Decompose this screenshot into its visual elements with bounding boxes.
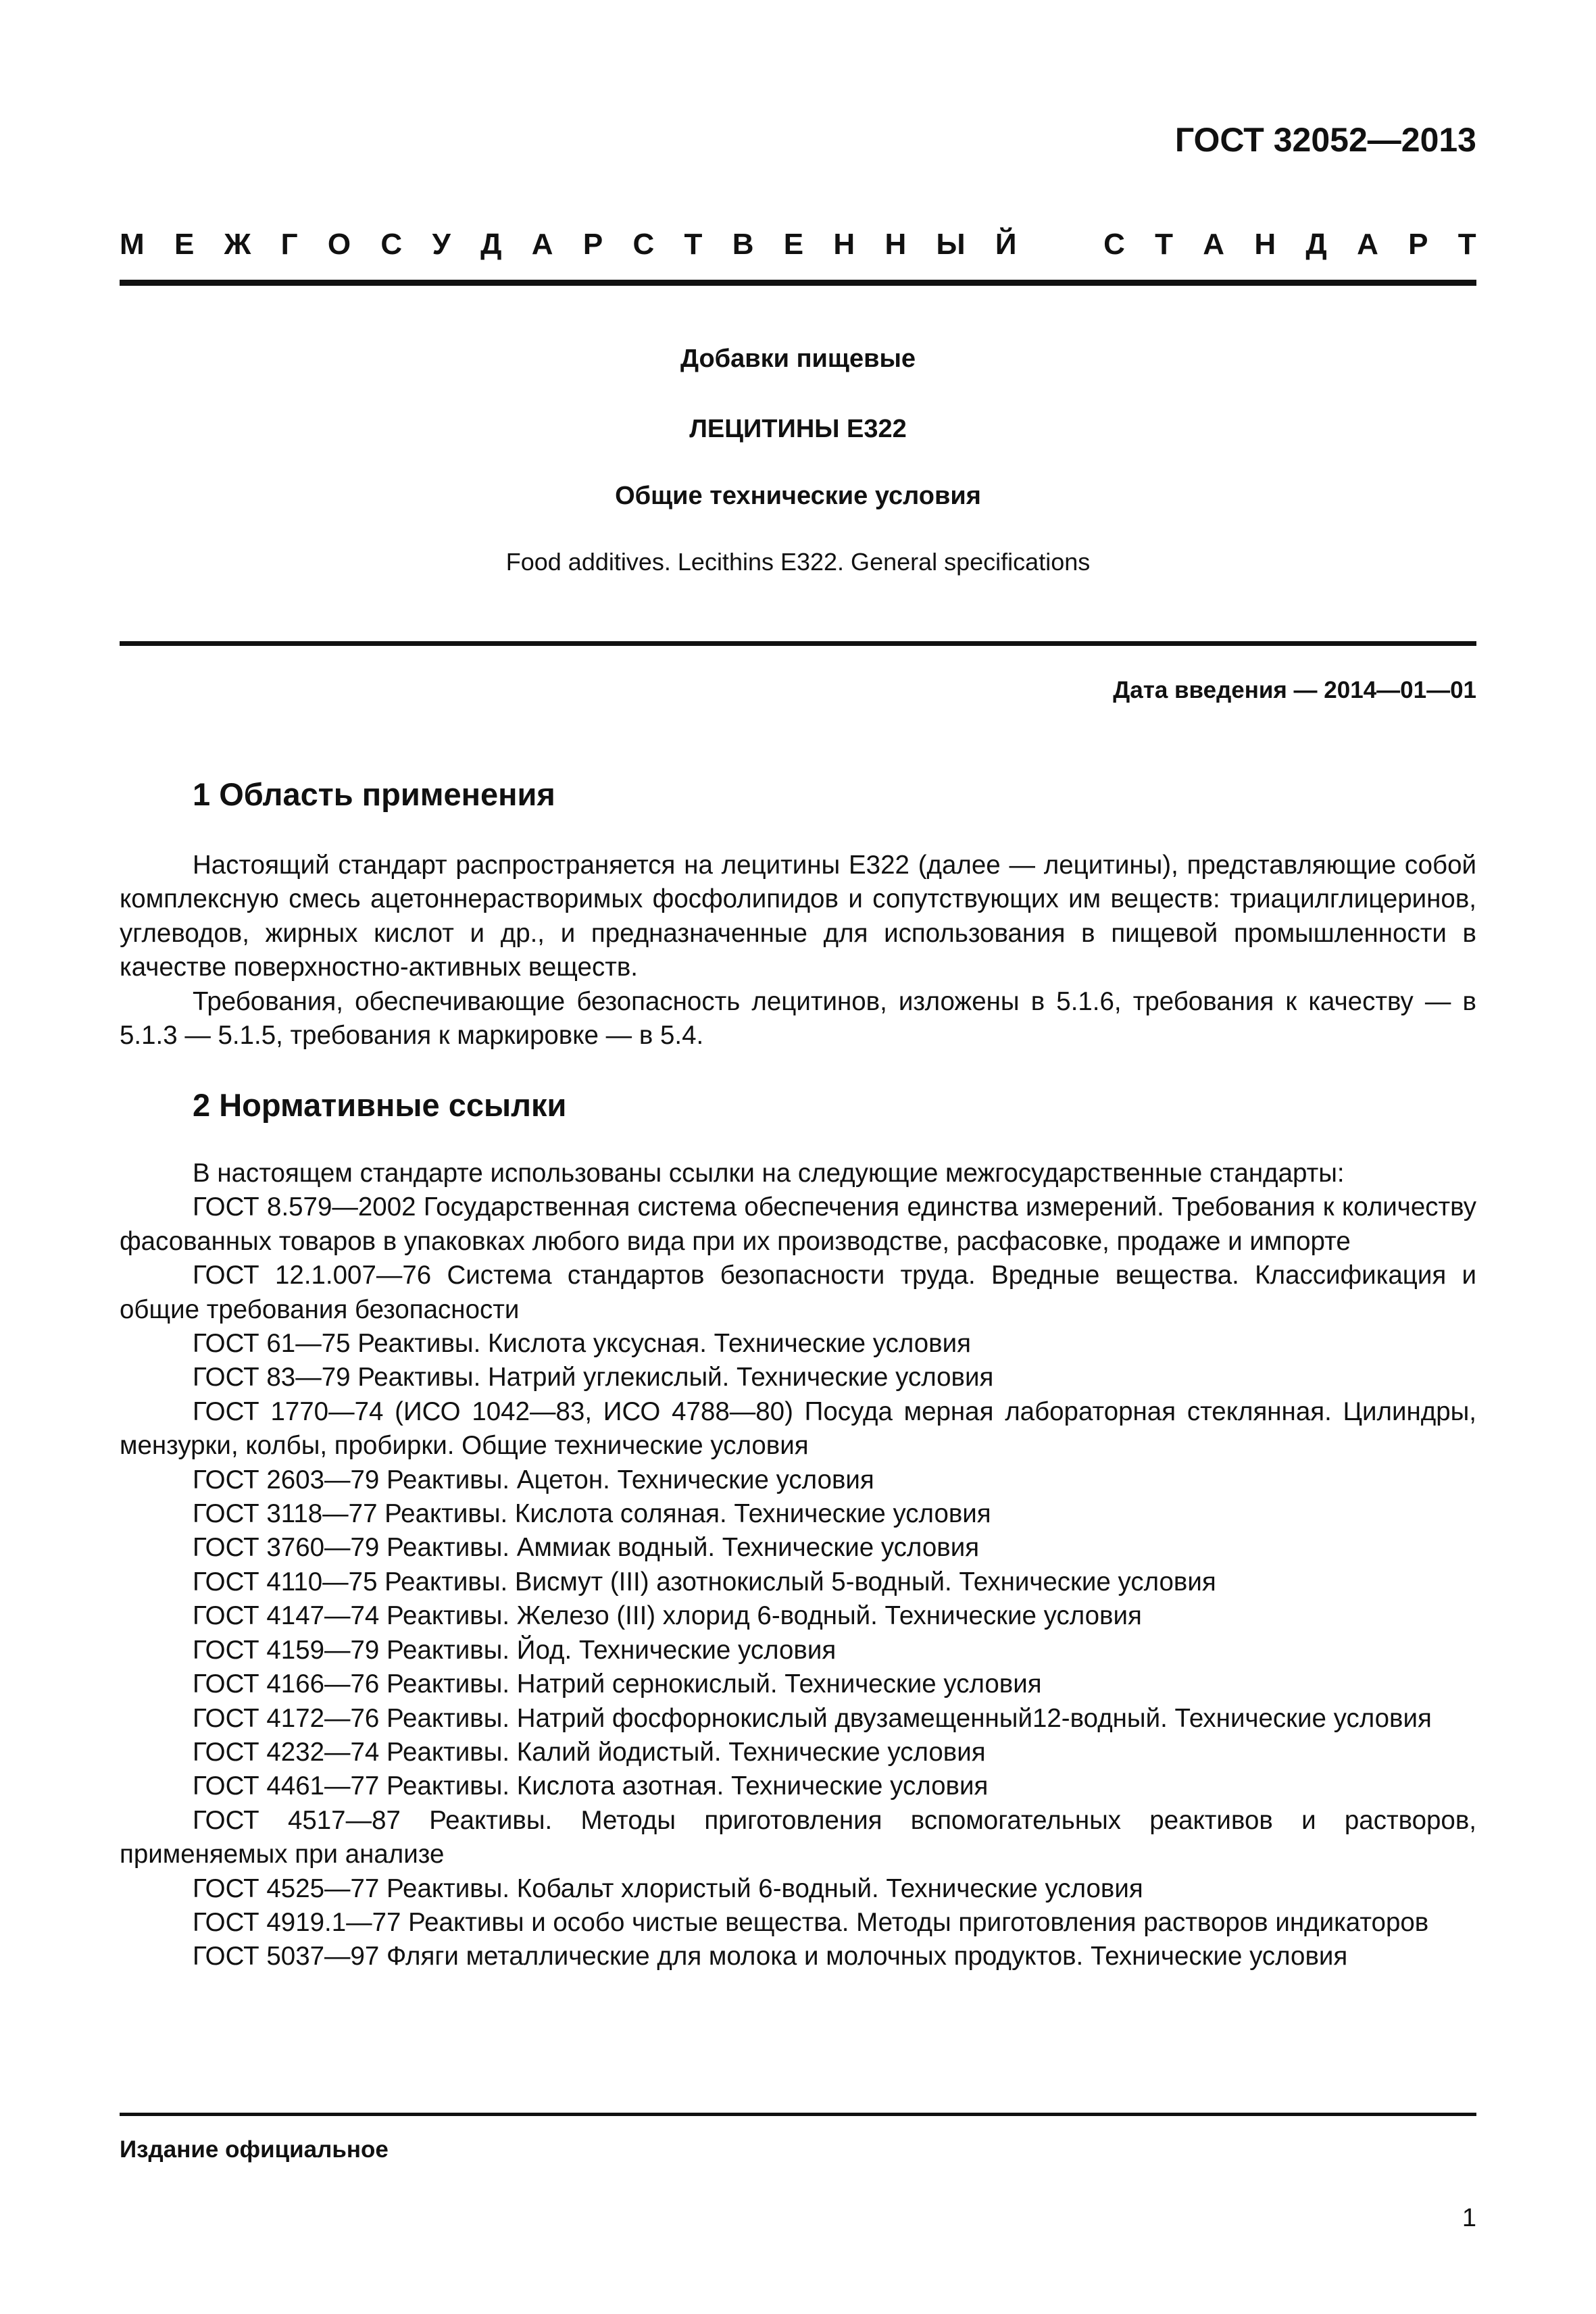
banner-letter: Д [1305,228,1327,261]
title-product: ЛЕЦИТИНЫ E322 [689,415,907,443]
banner-letter: М [120,228,145,261]
reference-item: ГОСТ 3760—79 Реактивы. Аммиак водный. Технические условия [193,1533,980,1563]
paragraph: Требования, обеспечивающие безопасность лецитинов, изложены в 5.1.6, требования к качеству — в 5.1.3 — 5.1.5, требования к маркировке — в 5.4. [120,986,1476,1051]
banner-letter: Ж [224,228,251,261]
banner-letter: О [327,228,351,261]
reference-item: ГОСТ 4525—77 Реактивы. Кобальт хлористый 6-водный. Технические условия [193,1873,1143,1903]
reference-item: ГОСТ 4517—87 Реактивы. Методы приготовления вспомогательных реактивов и растворов, применяемых при анализе [120,1805,1476,1869]
reference-item: ГОСТ 4172—76 Реактивы. Натрий фосфорнокислый двузамещенный12-водный. Технические условия [193,1703,1432,1733]
paragraph: Настоящий стандарт распространяется на лецитины E322 (далее — лецитины), представляющие собой комплексную смесь ацетоннерастворимых фосфолипидов и сопутствующих им веществ: триацилглицеринов, углеводов, жирных кислот и др., и предназначенные для использования в пищевой промышленности в качестве поверхностно-активных веществ. [120,851,1476,982]
reference-item: ГОСТ 3118—77 Реактивы. Кислота соляная. Технические условия [193,1499,991,1529]
banner-letter: Т [1457,228,1476,261]
official-edition-label: Издание официальное [120,2136,389,2163]
reference-item: ГОСТ 61—75 Реактивы. Кислота уксусная. Технические условия [193,1329,971,1359]
section-2-heading: 2 Нормативные ссылки [193,1087,567,1123]
banner-letter: Т [1155,228,1174,261]
reference-item: ГОСТ 5037—97 Фляги металлические для молока и молочных продуктов. Технические условия [193,1942,1348,1971]
banner-letter: С [632,228,655,261]
reference-item: ГОСТ 8.579—2002 Государственная система обеспечения единства измерений. Требования к количеству фасованных товаров в упаковках любого вида при их производстве, расфасовке, продаже и импорте [120,1192,1476,1256]
banner-letter: Н [833,228,855,261]
reference-item: ГОСТ 4147—74 Реактивы. Железо (III) хлорид 6-водный. Технические условия [193,1601,1142,1631]
reference-item: ГОСТ 4166—76 Реактивы. Натрий сернокислый. Технические условия [193,1669,1042,1699]
title-english: Food additives. Lecithins E322. General specifications [505,548,1091,576]
standard-type-banner [120,228,1476,261]
banner-letter: Т [684,228,703,261]
header-divider [120,280,1476,286]
reference-item: ГОСТ 4919.1—77 Реактивы и особо чистые вещества. Методы приготовления растворов индикаторов [193,1907,1429,1937]
document-code: ГОСТ 32052—2013 [1174,121,1476,159]
banner-letter: А [1357,228,1378,261]
banner-letter: У [432,228,451,261]
reference-item: ГОСТ 2603—79 Реактивы. Ацетон. Технические условия [193,1465,874,1494]
page-number: 1 [1462,2204,1476,2232]
introduction-date: Дата введения — 2014—01—01 [1113,677,1476,703]
reference-item: ГОСТ 4461—77 Реактивы. Кислота азотная. Технические условия [193,1771,989,1801]
banner-letter: А [1203,228,1225,261]
banner-letter: Н [1254,228,1276,261]
banner-letter: Д [480,228,502,261]
banner-letter: Е [783,228,804,261]
section-2-body [120,1157,1476,1974]
banner-letter: Й [995,228,1017,261]
banner-letter: Р [582,228,603,261]
banner-letter: Ы [936,228,966,261]
footer-divider [120,2113,1476,2116]
reference-item: ГОСТ 1770—74 (ИСО 1042—83, ИСО 4788—80) Посуда мерная лабораторная стеклянная. Цилиндры, мензурки, колбы, пробирки. Общие технические условия [120,1397,1476,1461]
paragraph: В настоящем стандарте использованы ссылки на следующие межгосударственные стандарты: [193,1159,1345,1188]
banner-letter: Г [280,228,298,261]
reference-item: ГОСТ 4110—75 Реактивы. Висмут (III) азотнокислый 5-водный. Технические условия [193,1567,1216,1596]
title-divider [120,641,1476,646]
section-1-heading: 1 Область применения [193,776,555,812]
banner-letter: Р [1408,228,1428,261]
banner-letter: Е [174,228,195,261]
title-category: Добавки пищевые [680,345,916,373]
section-1-body [120,849,1476,1053]
reference-item: ГОСТ 83—79 Реактивы. Натрий углекислый. Технические условия [193,1363,994,1392]
reference-item: ГОСТ 4159—79 Реактивы. Йод. Технические условия [193,1635,837,1665]
banner-letter: С [380,228,403,261]
banner-letter: А [531,228,553,261]
banner-letter: В [732,228,754,261]
banner-letter: С [1103,228,1125,261]
banner-letter [1047,228,1074,261]
reference-item: ГОСТ 12.1.007—76 Система стандартов безопасности труда. Вредные вещества. Классификация и общие требования безопасности [120,1261,1476,1324]
title-subtitle: Общие технические условия [615,482,981,510]
reference-item: ГОСТ 4232—74 Реактивы. Калий йодистый. Технические условия [193,1737,986,1767]
banner-letter: Н [884,228,907,261]
